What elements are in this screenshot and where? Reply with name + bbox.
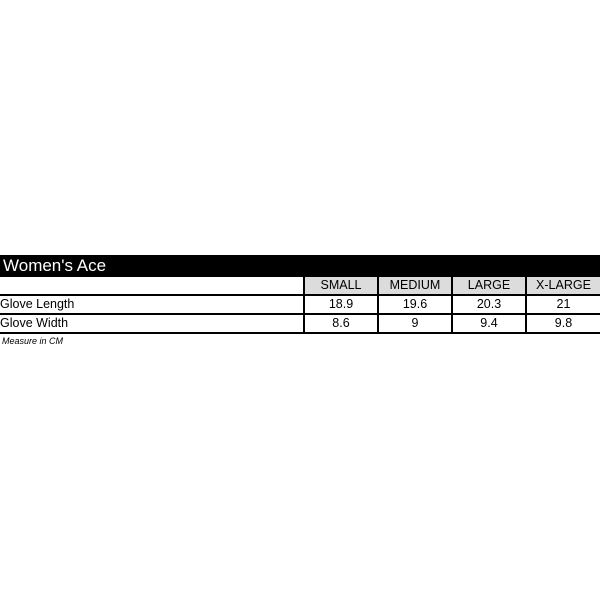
size-header-medium: MEDIUM xyxy=(378,277,452,295)
size-chart xyxy=(0,255,600,346)
table-cell: 21 xyxy=(526,295,600,314)
chart-title: Women's Ace xyxy=(0,255,600,277)
table-cell: 9 xyxy=(378,314,452,333)
table-cell: 8.6 xyxy=(304,314,378,333)
table-cell: 9.8 xyxy=(526,314,600,333)
size-header-x-large: X-LARGE xyxy=(526,277,600,295)
size-table xyxy=(0,277,600,334)
header-row xyxy=(0,277,600,295)
measurement-note: Measure in CM xyxy=(2,336,64,346)
size-header-large: LARGE xyxy=(452,277,526,295)
table-row xyxy=(0,314,600,333)
table-cell: 18.9 xyxy=(304,295,378,314)
table-cell: 20.3 xyxy=(452,295,526,314)
row-label-glove-length: Glove Length xyxy=(0,295,304,314)
header-blank-cell xyxy=(0,277,304,295)
table-cell: 9.4 xyxy=(452,314,526,333)
table-cell: 19.6 xyxy=(378,295,452,314)
table-row xyxy=(0,295,600,314)
size-header-small: SMALL xyxy=(304,277,378,295)
row-label-glove-width: Glove Width xyxy=(0,314,304,333)
